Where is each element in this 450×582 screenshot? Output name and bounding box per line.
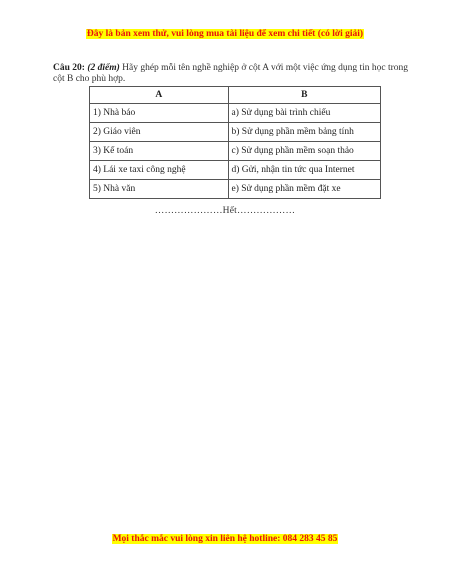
table-row xyxy=(90,104,381,123)
application-cell: e) Sử dụng phần mềm đặt xe xyxy=(228,180,380,199)
profession-cell: 3) Kế toán xyxy=(90,142,229,161)
profession-cell: 5) Nhà văn xyxy=(90,180,229,199)
application-cell: b) Sử dụng phần mềm bảng tính xyxy=(228,123,380,142)
table-row xyxy=(90,180,381,199)
column-b-header: B xyxy=(228,87,380,104)
question-block xyxy=(53,63,413,84)
profession-cell: 1) Nhà báo xyxy=(90,104,229,123)
question-text: Hãy ghép mỗi tên nghề nghiệp ở cột A với một việc ứng dụng tin học trong cột B cho phù hợp. xyxy=(53,63,409,84)
table-row xyxy=(90,142,381,161)
question-points: (2 điểm) xyxy=(87,63,120,73)
profession-cell: 2) Giáo viên xyxy=(90,123,229,142)
matching-table xyxy=(89,86,381,199)
table-row xyxy=(90,123,381,142)
table-row xyxy=(90,161,381,180)
application-cell: a) Sử dụng bài trình chiếu xyxy=(228,104,380,123)
preview-notice-banner xyxy=(0,28,450,40)
hotline-text: Mọi thắc mắc vui lòng xin liên hệ hotline: 084 283 45 85 xyxy=(112,534,338,544)
end-marker: …………………Hết……………… xyxy=(154,206,296,216)
question-number: Câu 20: xyxy=(53,63,85,73)
application-cell: d) Gửi, nhận tin tức qua Internet xyxy=(228,161,380,180)
table-header-row xyxy=(90,87,381,104)
profession-cell: 4) Lái xe taxi công nghệ xyxy=(90,161,229,180)
preview-notice-text: Đây là bản xem thử, vui lòng mua tài liệu để xem chi tiết (có lời giải) xyxy=(86,29,364,39)
application-cell: c) Sử dụng phần mềm soạn thảo xyxy=(228,142,380,161)
column-a-header: A xyxy=(90,87,229,104)
hotline-banner xyxy=(0,533,450,545)
